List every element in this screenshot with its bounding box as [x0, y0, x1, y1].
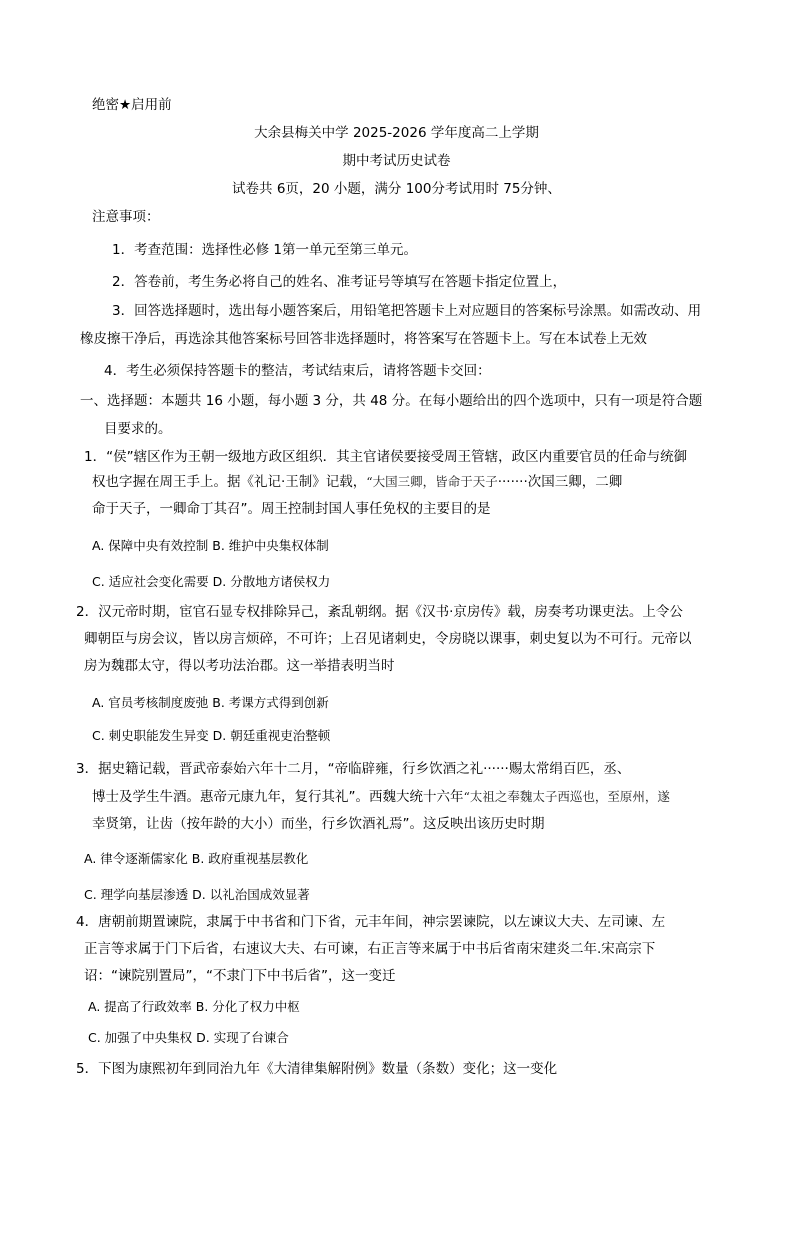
q4-options-cd: C. 加强了中央集权 D. 实现了台谏合 [88, 1030, 289, 1045]
q4-stem-line2: 正言等求属于门下后省，右速议大夫、右可谏，右正言等来属于中书后省南宋建炎二年.宋高宗下 [84, 941, 656, 957]
note-2: 2．答卷前，考生务必将自己的姓名、准考证号等填写在答题卡指定位置上， [112, 274, 567, 290]
secret-mark: 绝密★启用前 [92, 97, 172, 113]
q1-stem-line3: 命于天子，一卿命丁其召”。周王控制封国人事任免权的主要目的是 [92, 501, 491, 517]
q2-stem: 2．汉元帝时期，宦官石显专权排除异己，紊乱朝纲。据《汉书·京房传》载，房奏考功课吏法。上令公 [76, 604, 683, 620]
q1-quote: “大国三卿，皆命于天子 [366, 474, 498, 489]
q3-options-cd: C. 理学向基层渗透 D. 以礼治国成效显著 [84, 887, 310, 902]
q1-quote-cont: ·······次国三卿，二卿 [497, 474, 623, 490]
q3-stem-line3 [92, 815, 545, 833]
q2-stem-line2: 卿朝臣与房会议，皆以房言烦碎，不可许；上召见诸刺史，令房晓以课事，刺史复以为不可行。元帝以 [84, 631, 692, 647]
q4-options-ab: A. 提高了行政效率 B. 分化了权力中枢 [88, 999, 300, 1014]
q3-stem: 3．据史籍记载，晋武帝泰始六年十二月，“帝临辟雍，行乡饮酒之礼······赐太常绢百匹，丞、 [76, 761, 631, 777]
q3-stem-line3-cont: 行乡饮酒礼焉”。这反映出该历史时期 [321, 816, 545, 832]
q1-options-cd: C. 适应社会变化需要 D. 分散地方诸侯权力 [92, 574, 331, 589]
q1-stem-line2-text: 权也字握在周王手上。据《礼记·王制》记载， [92, 474, 367, 490]
q2-options-cd: C. 刺史职能发生异变 D. 朝廷重视吏治整顿 [92, 728, 331, 743]
q4-stem-line3: 诏：“谏院别置局”，“不隶门下中书后省”，这一变迁 [84, 968, 396, 984]
note-1: 1．考查范围：选择性必修 1第一单元至第三单元。 [112, 242, 417, 258]
q3-stem-line2 [92, 788, 670, 806]
note-3-cont: 橡皮擦干净后，再选涂其他答案标号回答非选择题时，将答案写在答题卡上。写在本试卷上无效 [80, 331, 647, 347]
note-3: 3．回答选择题时，选出每小题答案后，用铅笔把答题卡上对应题目的答案标号涂黑。如需改动、用 [112, 303, 702, 319]
q4-stem: 4．唐朝前期置谏院，隶属于中书省和门下省，元丰年间，神宗罢谏院，以左谏议大夫、左司谏、左 [76, 914, 666, 930]
exam-info: 试卷共 6页，20 小题，满分 100分考试用时 75分钟、 [232, 181, 561, 197]
q3-options-ab: A. 律令逐渐儒家化 B. 政府重视基层教化 [84, 851, 309, 866]
q3-stem-line2-text: 博士及学生牛酒。惠帝元康九年，复行其礼”。西魏大统十六年 [92, 789, 464, 805]
q3-stem-line3-text: 幸贤第，让齿（按年龄的大小）而坐， [92, 816, 322, 832]
exam-title: 大余县梅关中学 2025-2026 学年度高二上学期 [254, 125, 539, 141]
notes-heading: 注意事项： [92, 209, 160, 225]
q1-options-ab: A. 保障中央有效控制 B. 维护中央集权体制 [92, 538, 329, 553]
q5-stem: 5．下图为康熙初年到同治九年《大清律集解附例》数量（条数）变化；这一变化 [76, 1061, 558, 1077]
q2-options-ab: A. 官员考核制度废弛 B. 考课方式得到创新 [92, 695, 329, 710]
q2-stem-line3: 房为魏郡太守，得以考功法治郡。这一举措表明当时 [84, 658, 395, 674]
exam-subtitle: 期中考试历史试卷 [342, 153, 451, 169]
q3-quote: “太祖之奉魏太子西巡也，至原州，遂 [463, 789, 670, 804]
q1-stem-line2 [92, 473, 622, 491]
q1-stem: 1．“侯”辖区作为王朝一级地方政区组织．其主官诸侯要接受周王管辖，政区内重要官员的任命与统御 [84, 449, 688, 465]
section-heading-cont: 目要求的。 [104, 421, 172, 437]
section-heading: 一、选择题：本题共 16 小题，每小题 3 分，共 48 分。在每小题给出的四个选项中，只有一项是符合题 [80, 393, 703, 409]
note-4: 4．考生必须保持答题卡的整洁，考试结束后，请将答题卡交回： [104, 363, 491, 379]
